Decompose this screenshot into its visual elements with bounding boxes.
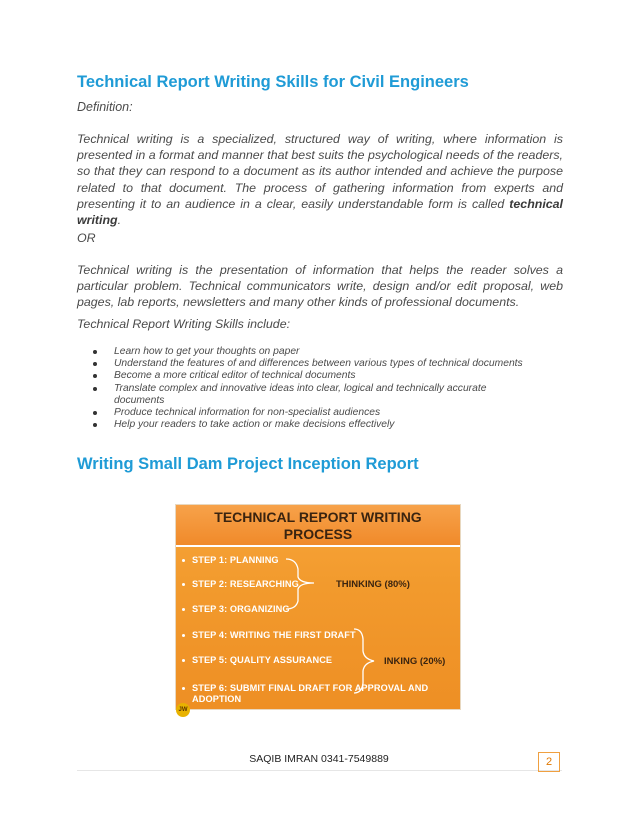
definition-paragraph [77, 131, 563, 228]
step-item [182, 655, 332, 665]
list-item [93, 419, 523, 431]
footer-author: SAQIB IMRAN 0341-7549889 [249, 753, 389, 765]
bullet-icon [182, 659, 185, 662]
list-item-text: Learn how to get your thoughts on paper [114, 346, 300, 357]
inking-brace-icon [352, 625, 378, 697]
list-item-text: Produce technical information for non-specialist audiences [114, 407, 381, 419]
step-label: STEP 6: SUBMIT FINAL DRAFT FOR APPROVAL AND [192, 683, 429, 693]
list-item-text: Help your readers to take action or make decisions effectively [114, 419, 395, 431]
bullet-icon [93, 350, 97, 354]
step-item [182, 604, 290, 614]
bullet-icon [93, 423, 97, 427]
list-item [93, 358, 523, 370]
footer-divider [77, 770, 562, 771]
definition-label: Definition: [77, 100, 133, 114]
step-item [182, 579, 299, 589]
skills-intro: Technical Report Writing Skills include: [77, 317, 291, 331]
definition-end: . [117, 213, 122, 228]
process-banner [176, 505, 460, 547]
list-item-text: Understand the features of and differences between various types of technical documents [114, 358, 523, 370]
list-item [93, 346, 523, 358]
step-item [182, 683, 428, 693]
bullet-icon [182, 687, 185, 690]
bullet-icon [93, 411, 97, 415]
definition-term: technical writing [77, 196, 563, 228]
bullet-icon [93, 387, 97, 391]
process-title-line2: PROCESS [283, 526, 353, 542]
process-infographic [176, 505, 460, 713]
process-title-line1: TECHNICAL REPORT WRITING [214, 509, 422, 525]
bullet-icon [93, 362, 97, 366]
step-item [182, 630, 356, 640]
alternate-definition-paragraph: Technical writing is the presentation of information that helps the reader solves a particular problem. Technical communicators write, design and/or edit proposal, web pages, lab reports, newsletters and many other kinds of professional documents. [77, 263, 563, 310]
step-item [182, 555, 279, 565]
definition-text: Technical writing is a specialized, structured way of writing, where information is presented in a format and manner that best suits the psychological needs of the readers, so that they can respond to a document as its author intended and achieve the purpose related to that document. The process of gathering information from experts and presenting it to an audience in a clear, easily understandable form is called [77, 132, 563, 211]
watermark-logo: JW [176, 703, 190, 717]
section-title: Writing Small Dam Project Inception Report [77, 455, 419, 473]
bullet-icon [182, 559, 185, 562]
page-number: 2 [538, 752, 560, 772]
or-separator: OR [77, 231, 96, 245]
skills-list [93, 346, 523, 431]
bullet-icon [93, 374, 97, 378]
step-item-continued [182, 694, 241, 704]
thinking-label: THINKING (80%) [336, 579, 410, 590]
list-item-text: Become a more critical editor of technical documents [114, 370, 356, 382]
step-label: STEP 5: QUALITY ASSURANCE [192, 655, 333, 665]
document-title: Technical Report Writing Skills for Civil Engineers [77, 73, 469, 91]
step-label: STEP 4: WRITING THE FIRST DRAFT [192, 630, 356, 640]
list-item [93, 407, 523, 419]
list-item-text: Translate complex and innovative ideas into clear, logical and technically accurate documents [114, 382, 487, 406]
step-label: STEP 3: ORGANIZING [192, 604, 290, 614]
thinking-brace-icon [284, 549, 320, 615]
bullet-icon [182, 608, 185, 611]
list-item [93, 370, 523, 382]
step-label: ADOPTION [192, 694, 242, 704]
step-label: STEP 1: PLANNING [192, 555, 279, 565]
bullet-icon [182, 634, 185, 637]
list-item [93, 383, 523, 407]
inking-label: INKING (20%) [384, 656, 446, 667]
bullet-icon [182, 583, 185, 586]
step-label: STEP 2: RESEARCHING [192, 579, 299, 589]
